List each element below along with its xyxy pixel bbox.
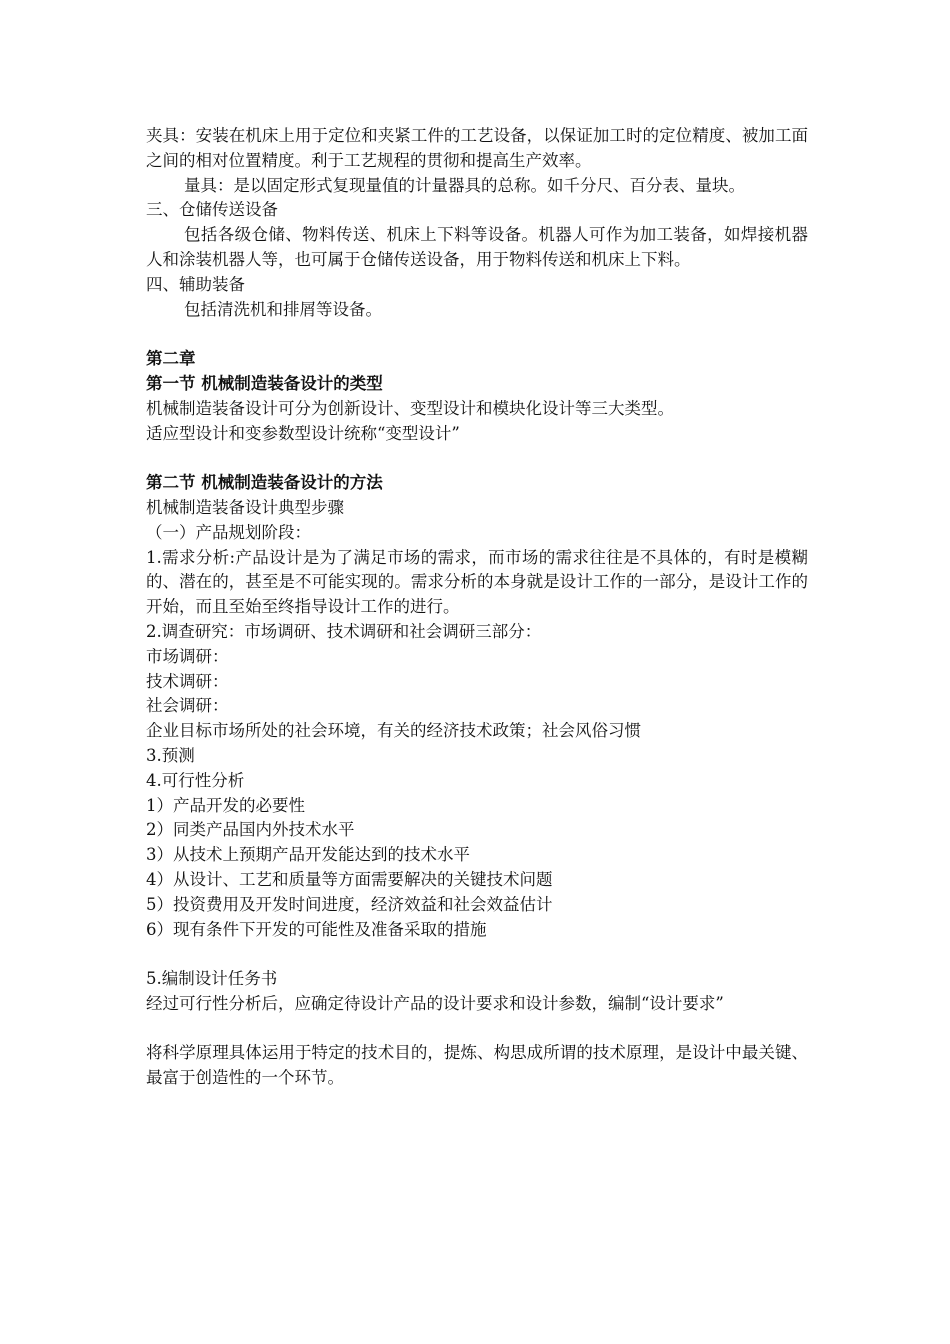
list-item: 4）从设计、工艺和质量等方面需要解决的关键技术问题 <box>146 869 553 889</box>
section-1-paragraph-1: 机械制造装备设计可分为创新设计、变型设计和模块化设计等三大类型。 <box>146 398 674 418</box>
section-2-paragraph-13: 将科学原理具体运用于特定的技术目的，提炼、构思成所谓的技术原理，是设计中最关键、最富于创造性的一个环节。 <box>146 1043 808 1088</box>
spacer <box>146 942 808 967</box>
section-2-paragraph-10: 4.可行性分析 <box>146 770 245 790</box>
section-2-paragraph-4: 2.调查研究：市场调研、技术调研和社会调研三部分： <box>146 621 542 641</box>
heading-auxiliary: 四、辅助装备 <box>146 274 245 294</box>
section-2-paragraph-11: 5.编制设计任务书 <box>146 969 278 989</box>
section-1-paragraph-2: 适应型设计和变参数型设计统称“变型设计” <box>146 423 460 443</box>
list-item: 1）产品开发的必要性 <box>146 795 305 815</box>
section-2-paragraph-5: 市场调研： <box>146 646 229 666</box>
section-2-title: 第二节 机械制造装备设计的方法 <box>146 473 383 493</box>
section-2-paragraph-8: 企业目标市场所处的社会环境，有关的经济技术政策；社会风俗习惯 <box>146 721 641 741</box>
chapter-title: 第二章 <box>146 349 196 369</box>
paragraph-auxiliary: 包括清洗机和排屑等设备。 <box>183 299 382 319</box>
section-2-paragraph-1: 机械制造装备设计典型步骤 <box>146 497 344 517</box>
list-item: 3）从技术上预期产品开发能达到的技术水平 <box>146 845 470 865</box>
document-page <box>146 124 808 1091</box>
section-2-paragraph-7: 社会调研： <box>146 696 229 716</box>
section-2-paragraph-3: 1.需求分析:产品设计是为了满足市场的需求，而市场的需求往往是不具体的，有时是模糊的、潜在的，甚至是不可能实现的。需求分析的本身就是设计工作的一部分，是设计工作的开始，而且至始至终指导设计工作的进行。 <box>146 547 808 617</box>
section-2-paragraph-9: 3.预测 <box>146 745 195 765</box>
list-item: 2）同类产品国内外技术水平 <box>146 820 355 840</box>
section-2-paragraph-6: 技术调研： <box>146 671 229 691</box>
section-1-title: 第一节 机械制造装备设计的类型 <box>146 373 383 393</box>
paragraph-storage-transport: 包括各级仓储、物料传送、机床上下料等设备。机器人可作为加工装备，如焊接机器人和涂装机器人等，也可属于仓储传送设备，用于物料传送和机床上下料。 <box>146 225 808 269</box>
list-item: 6）现有条件下开发的可能性及准备采取的措施 <box>146 919 487 939</box>
paragraph-fixture: 夹具：安装在机床上用于定位和夹紧工件的工艺设备，以保证加工时的定位精度、被加工面之间的相对位置精度。利于工艺规程的贯彻和提高生产效率。 <box>146 126 808 170</box>
spacer <box>146 1017 808 1042</box>
paragraph-gauge: 量具：是以固定形式复现量值的计量器具的总称。如千分尺、百分表、量块。 <box>183 175 745 195</box>
spacer <box>146 322 808 347</box>
list-item: 5）投资费用及开发时间进度，经济效益和社会效益估计 <box>146 894 553 914</box>
section-2-paragraph-12: 经过可行性分析后，应确定待设计产品的设计要求和设计参数，编制“设计要求” <box>146 993 724 1013</box>
section-2-paragraph-2: （一）产品规划阶段： <box>146 522 311 542</box>
spacer <box>146 446 808 471</box>
heading-storage-transport: 三、仓储传送设备 <box>146 200 278 220</box>
